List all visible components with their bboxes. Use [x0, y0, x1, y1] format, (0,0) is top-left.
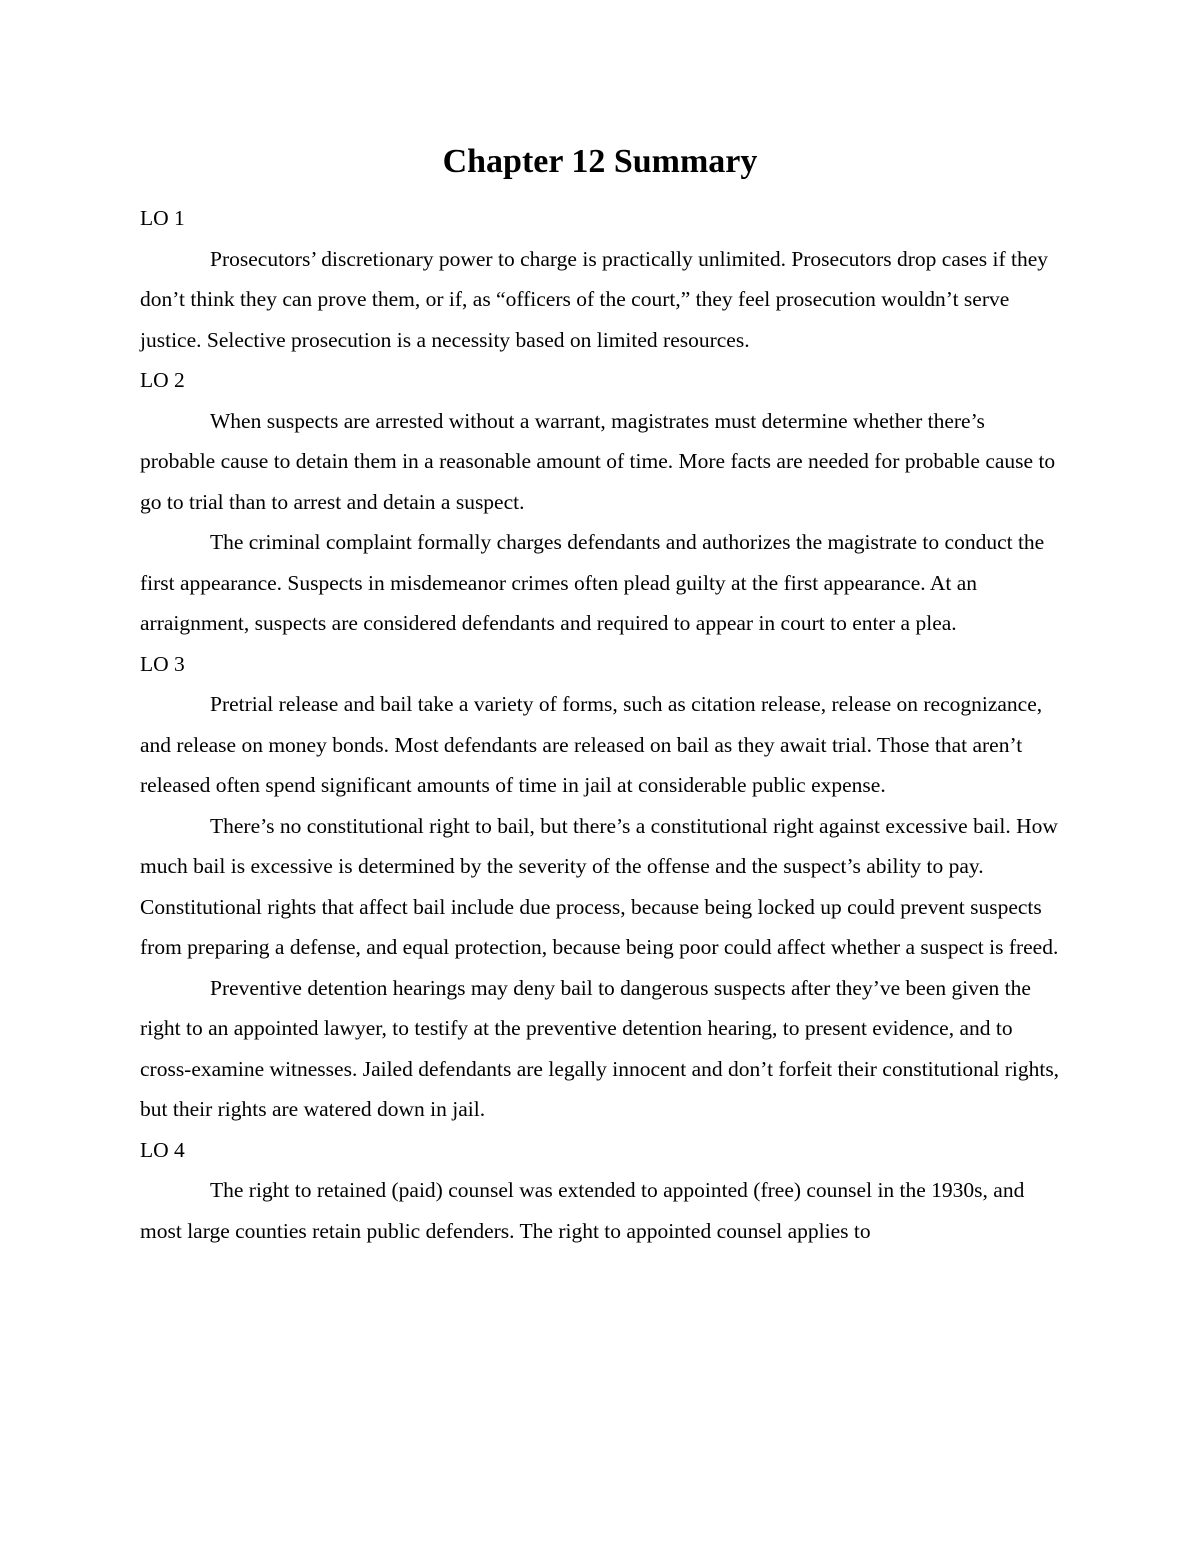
- section-lo-4: [140, 1130, 1065, 1252]
- section-heading: LO 1: [140, 206, 185, 230]
- paragraph: When suspects are arrested without a warrant, magistrates must determine whether there’s probable cause to detain them in a reasonable amount of time. More facts are needed for probable cause to go to trial than to arrest and detain a suspect.: [140, 408, 1056, 514]
- section-lo-1: [140, 198, 1065, 360]
- section-lo-3: [140, 644, 1065, 1130]
- document-title: Chapter 12 Summary: [442, 143, 758, 180]
- section-heading: LO 2: [140, 368, 185, 392]
- paragraph: The right to retained (paid) counsel was extended to appointed (free) counsel in the 1930s, and most large counties retain public defenders. The right to appointed counsel applies to: [140, 1178, 1025, 1243]
- paragraph: Pretrial release and bail take a variety of forms, such as citation release, release on recognizance, and release on money bonds. Most defendants are released on bail as they await trial. Those that aren’t released often spend significant amounts of time in jail at considerable public expense.: [140, 692, 1043, 797]
- paragraph: There’s no constitutional right to bail, but there’s a constitutional right against excessive bail. How much bail is excessive is determined by the severity of the offense and the suspect’s ability to pay. Constitutional rights that affect bail include due process, because being locked up could prevent suspects from preparing a defense, and equal protection, because being poor could affect whether a suspect is freed.: [140, 813, 1059, 959]
- paragraph: Prosecutors’ discretionary power to charge is practically unlimited. Prosecutors drop cases if they don’t think they can prove them, or if, as “officers of the court,” they feel prosecution wouldn’t serve justice. Selective prosecution is a necessity based on limited resources.: [140, 246, 1049, 352]
- section-heading: LO 4: [140, 1137, 185, 1162]
- section-heading: LO 3: [140, 651, 185, 676]
- section-lo-2: [140, 360, 1065, 644]
- paragraph: Preventive detention hearings may deny bail to dangerous suspects after they’ve been given the right to an appointed lawyer, to testify at the preventive detention hearing, to present evidence, and to cross-examine witnesses. Jailed defendants are legally innocent and don’t forfeit their constitutional rights, but their rights are watered down in jail.: [140, 975, 1060, 1121]
- paragraph: The criminal complaint formally charges defendants and authorizes the magistrate to conduct the first appearance. Suspects in misdemeanor crimes often plead guilty at the first appearance. At an arraignment, suspects are considered defendants and required to appear in court to enter a plea.: [140, 530, 1045, 635]
- document-body: [140, 198, 1065, 1251]
